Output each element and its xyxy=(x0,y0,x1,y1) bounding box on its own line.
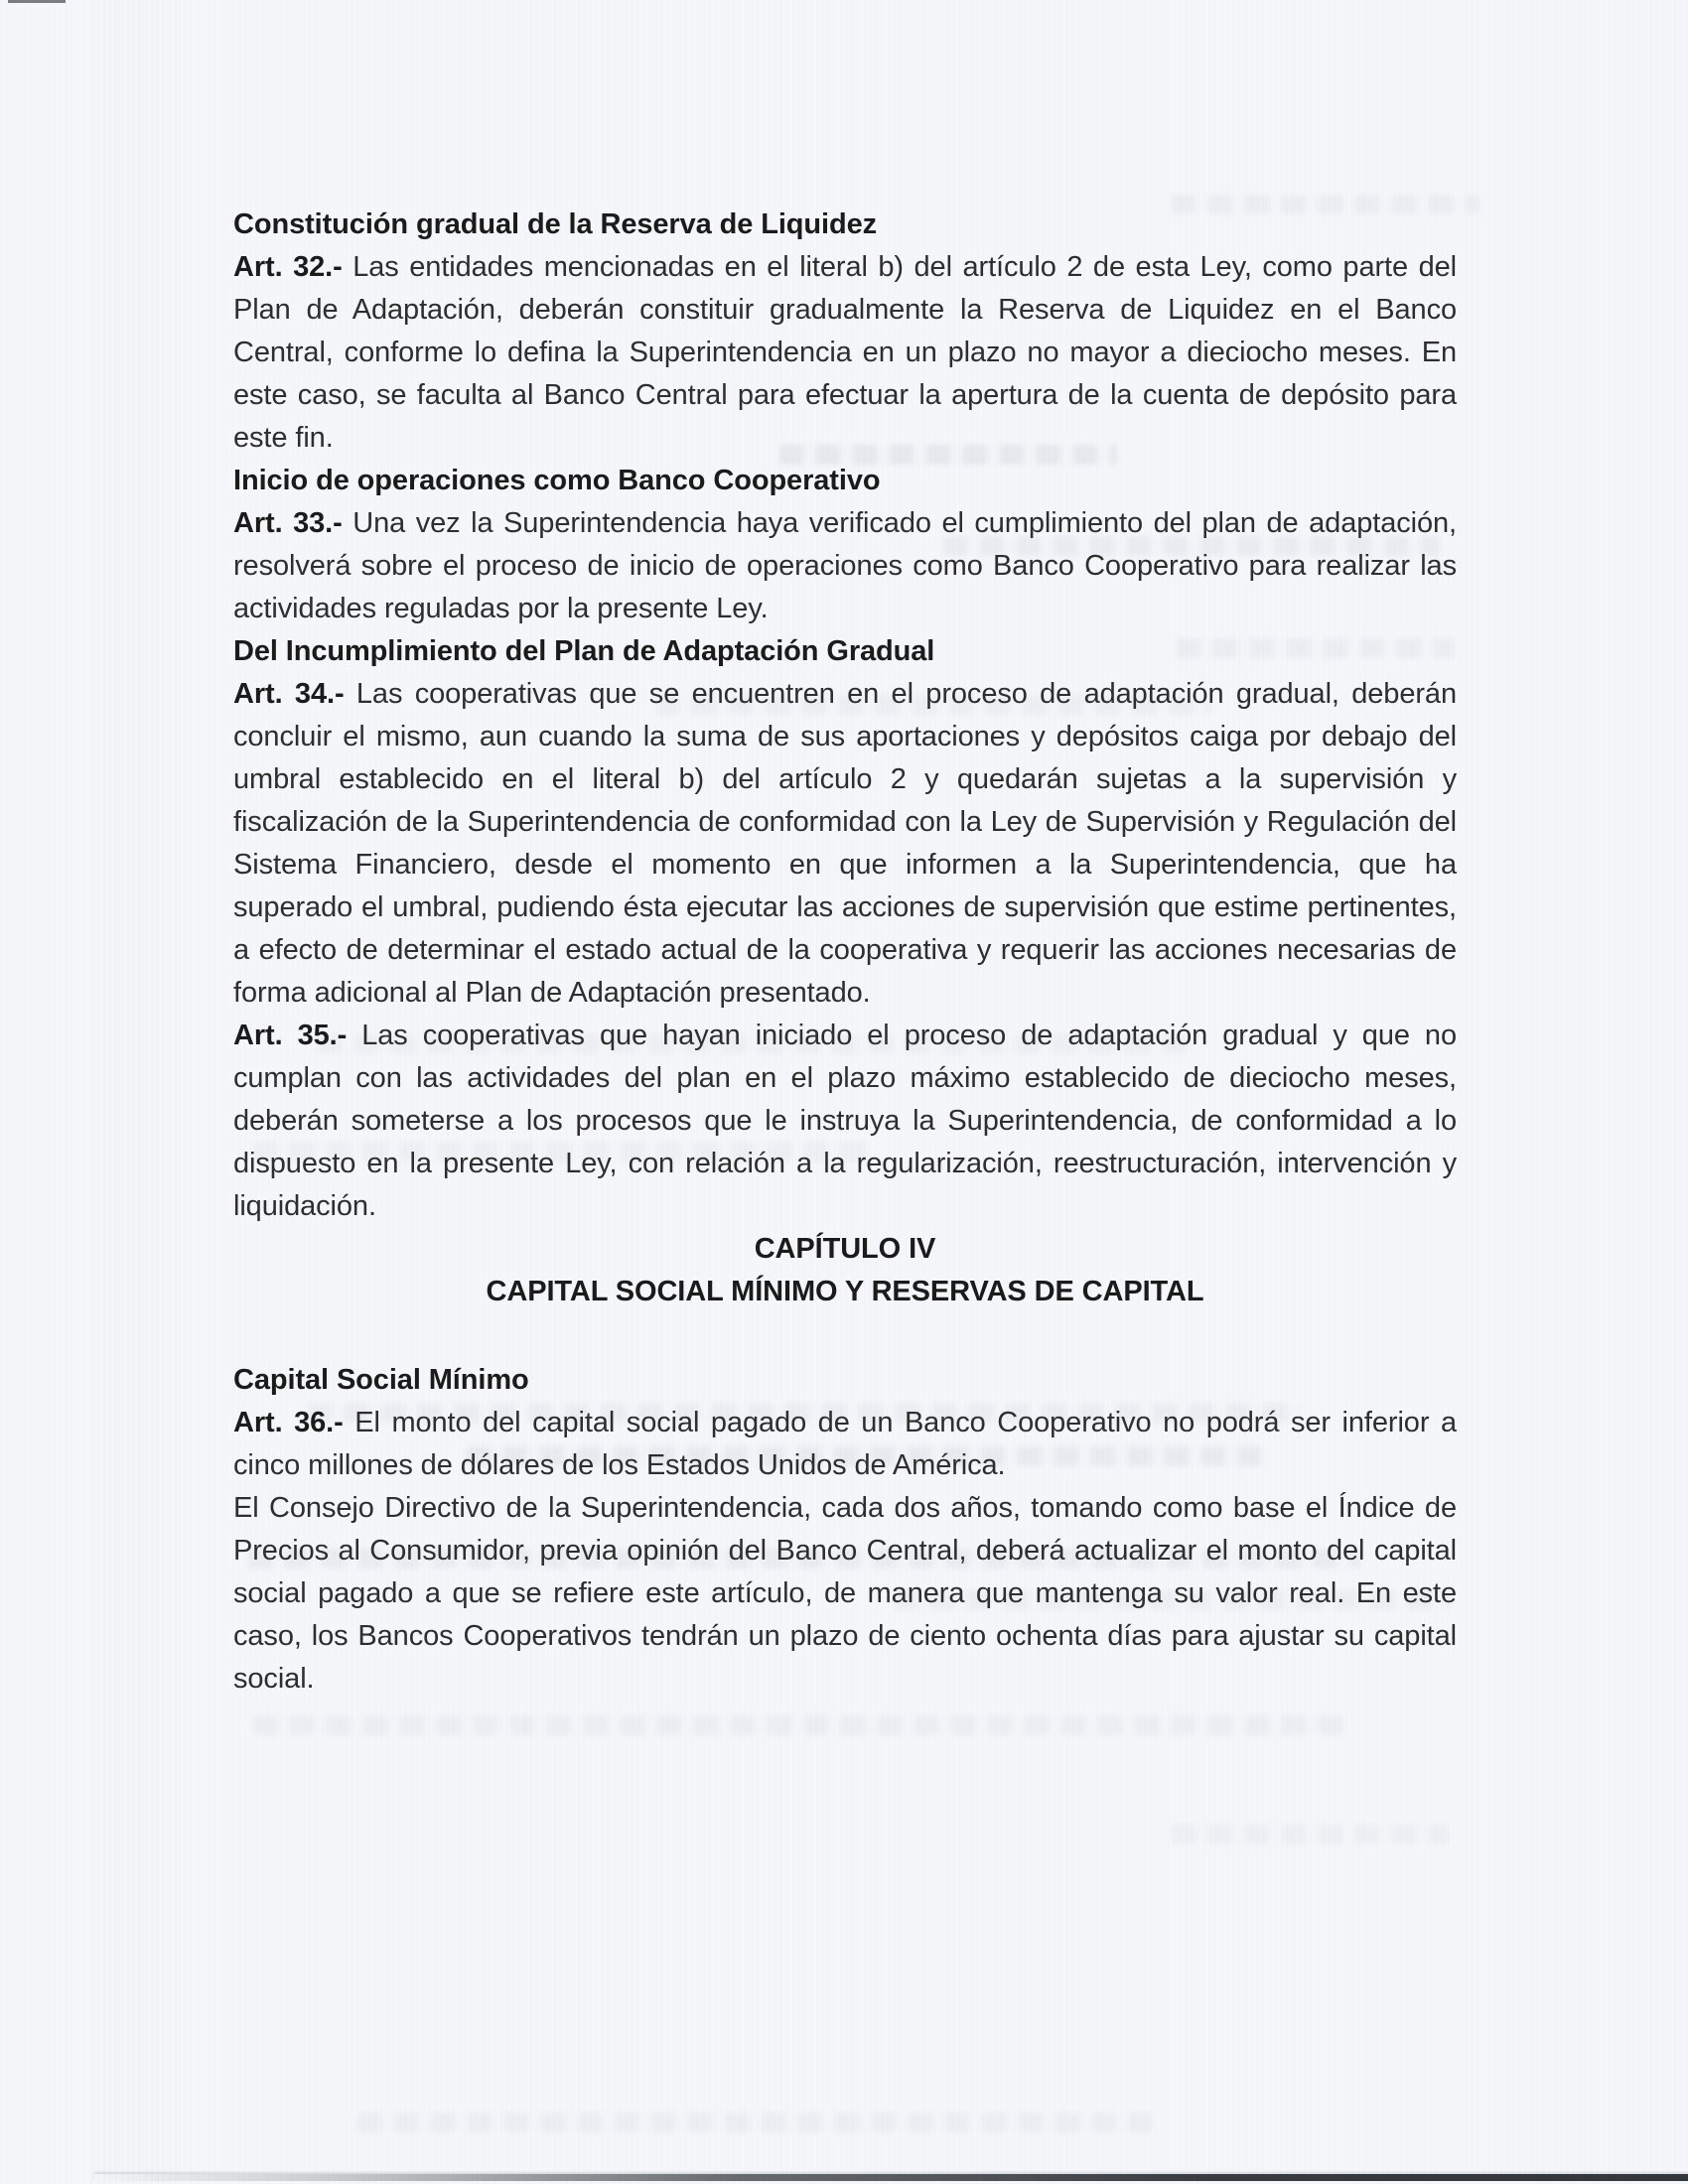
article-32-text: Las entidades mencionadas en el literal b) del artículo 2 de esta Ley, como parte del Plan de Adaptación, deberán constituir gradualmente la Reserva de Liquidez en el Banco Central, conforme lo defina la Superintendencia en un plazo no mayor a dieciocho meses. En este caso, se faculta al Banco Central para efectuar la apertura de la cuenta de depósito para este fin. xyxy=(233,251,1457,454)
scan-bottom-edge-line xyxy=(94,2174,1688,2181)
bleed-through-artifact xyxy=(253,1715,1345,1735)
article-35-text: Las cooperativas que hayan iniciado el proceso de adaptación gradual y que no cumplan con las actividades del plan en el plazo máximo establecido de dieciocho meses, deberán someterse a los procesos que le instruya la Superintendencia, de conformidad a lo dispuesto en la presente Ley, con relación a la regularización, reestructuración, intervención y liquidación. xyxy=(233,1020,1457,1222)
bleed-through-artifact xyxy=(357,2113,1152,2132)
article-34-text: Las cooperativas que se encuentren en el proceso de adaptación gradual, deberán concluir el mismo, aun cuando la suma de sus aportaciones y depósitos caiga por debajo del umbral establecido en el literal b) del artículo 2 y quedarán sujetas a la supervisión y fiscalización de la Superintendencia de conformidad con la Ley de Supervisión y Regulación del Sistema Financiero, desde el momento en que informen a la Superintendencia, que ha superado el umbral, pudiendo ésta ejecutar las acciones de supervisión que estime pertinentes, a efecto de determinar el estado actual de la cooperativa y requerir las acciones necesarias de forma adicional al Plan de Adaptación presentado. xyxy=(233,678,1457,1009)
section-heading-inicio-operaciones: Inicio de operaciones como Banco Cooperativo xyxy=(233,465,881,496)
section-capital-social-minimo xyxy=(233,1359,1457,1701)
document-text-column xyxy=(233,204,1457,1701)
chapter-heading-block xyxy=(233,1228,1457,1313)
article-32-label: Art. 32.- xyxy=(233,251,343,283)
article-32-paragraph xyxy=(233,246,1457,460)
section-articulo-35 xyxy=(233,1015,1457,1228)
section-heading-constitucion-reserva: Constitución gradual de la Reserva de Liquidez xyxy=(233,208,878,240)
article-33-label: Art. 33.- xyxy=(233,507,343,539)
scan-top-edge-mark xyxy=(8,0,66,3)
bleed-through-artifact xyxy=(1172,1825,1450,1844)
article-36-paragraph xyxy=(233,1402,1457,1487)
article-34-label: Art. 34.- xyxy=(233,678,345,710)
section-incumplimiento-plan xyxy=(233,630,1457,1015)
article-35-label: Art. 35.- xyxy=(233,1020,348,1051)
article-33-paragraph xyxy=(233,502,1457,630)
article-36-text: El monto del capital social pagado de un Banco Cooperativo no podrá ser inferior a cinco millones de dólares de los Estados Unidos de América. xyxy=(233,1407,1457,1481)
chapter-title: CAPITAL SOCIAL MÍNIMO Y RESERVAS DE CAPITAL xyxy=(486,1276,1204,1307)
article-36-paragraph-2: El Consejo Directivo de la Superintendencia, cada dos años, tomando como base el Índice de Precios al Consumidor, previa opinión del Banco Central, deberá actualizar el monto del capital social pagado a que se refiere este artículo, de manera que mantenga su valor real. En este caso, los Bancos Cooperativos tendrán un plazo de ciento ochenta días para ajustar su capital social. xyxy=(233,1492,1457,1695)
section-heading-capital-social-minimo: Capital Social Mínimo xyxy=(233,1364,529,1396)
article-34-paragraph xyxy=(233,673,1457,1015)
chapter-number: CAPÍTULO IV xyxy=(754,1233,936,1265)
scan-left-edge-band xyxy=(91,0,177,2184)
section-heading-incumplimiento-plan: Del Incumplimiento del Plan de Adaptación Gradual xyxy=(233,635,935,667)
section-reserva-de-liquidez xyxy=(233,204,1457,460)
article-36-label: Art. 36.- xyxy=(233,1407,344,1438)
section-inicio-operaciones xyxy=(233,460,1457,630)
article-35-paragraph xyxy=(233,1015,1457,1228)
article-33-text: Una vez la Superintendencia haya verificado el cumplimiento del plan de adaptación, resolverá sobre el proceso de inicio de operaciones como Banco Cooperativo para realizar las actividades reguladas por la presente Ley. xyxy=(233,507,1457,624)
